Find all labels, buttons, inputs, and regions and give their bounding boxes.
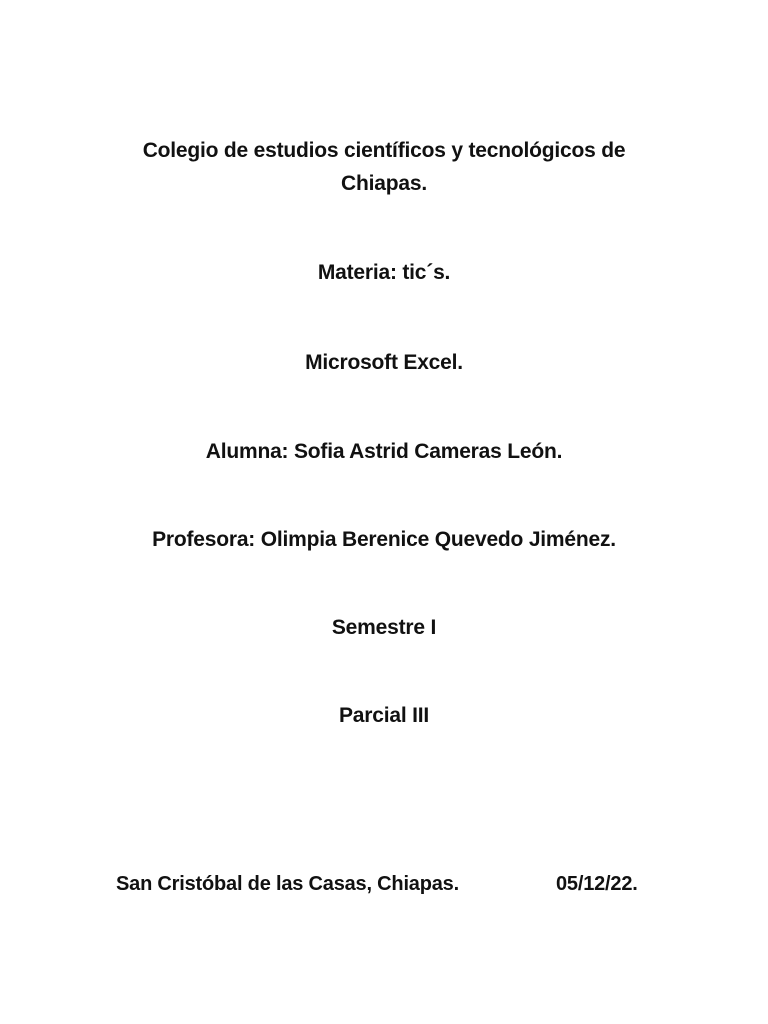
subject-line: Materia: tic´s. <box>317 261 451 284</box>
partial-line: Parcial III <box>338 704 430 727</box>
student-line: Alumna: Sofia Astrid Cameras León. <box>205 440 563 463</box>
teacher-line: Profesora: Olimpia Berenice Quevedo Jiménez. <box>152 528 616 551</box>
place-text: San Cristóbal de las Casas, Chiapas. <box>116 873 459 895</box>
topic-line: Microsoft Excel. <box>305 351 463 374</box>
institution-name-line-2: Chiapas. <box>341 172 427 195</box>
semester-line: Semestre I <box>331 616 437 639</box>
institution-name-line-1: Colegio de estudios científicos y tecnológicos de <box>142 139 626 162</box>
date-text: 05/12/22. <box>556 873 638 895</box>
